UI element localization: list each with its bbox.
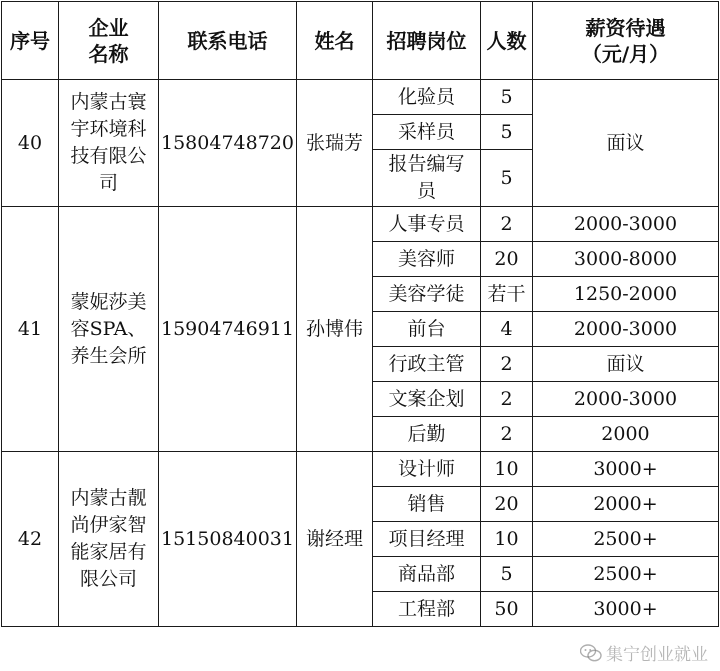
position-title: 化验员 <box>372 80 480 115</box>
company-phone: 15804748720 <box>159 80 297 207</box>
position-title: 采样员 <box>372 115 480 150</box>
header-row <box>2 2 719 80</box>
table-row <box>2 80 719 115</box>
position-headcount: 2 <box>480 207 532 242</box>
position-title: 人事专员 <box>372 207 480 242</box>
company-phone: 15150840031 <box>159 452 297 627</box>
position-title: 行政主管 <box>372 347 480 382</box>
table-row <box>2 207 719 242</box>
position-headcount: 若干 <box>480 277 532 312</box>
watermark-text: 集宁创业就业 <box>606 645 708 665</box>
recruitment-table <box>1 1 719 627</box>
position-headcount: 20 <box>480 487 532 522</box>
position-salary: 2000+ <box>532 487 718 522</box>
position-salary: 2500+ <box>532 557 718 592</box>
company-phone: 15904746911 <box>159 207 297 452</box>
position-title: 文案企划 <box>372 382 480 417</box>
position-headcount: 2 <box>480 417 532 452</box>
company-contact: 孙博伟 <box>296 207 372 452</box>
position-title: 项目经理 <box>372 522 480 557</box>
company-index: 42 <box>2 452 59 627</box>
position-title: 美容学徒 <box>372 277 480 312</box>
position-title: 工程部 <box>372 592 480 627</box>
company-index: 41 <box>2 207 59 452</box>
position-title: 后勤 <box>372 417 480 452</box>
position-salary: 3000-8000 <box>532 242 718 277</box>
company-name: 内蒙古寰 宇环境科 技有限公 司 <box>59 80 159 207</box>
position-salary: 面议 <box>532 347 718 382</box>
position-headcount: 5 <box>480 80 532 115</box>
position-headcount: 2 <box>480 347 532 382</box>
position-salary: 2000-3000 <box>532 312 718 347</box>
header-company: 企业 名称 <box>59 2 159 80</box>
header-headcount: 人数 <box>480 2 532 80</box>
header-salary: 薪资待遇 （元/月） <box>532 2 718 80</box>
company-contact: 张瑞芳 <box>296 80 372 207</box>
table-row <box>2 452 719 487</box>
position-title: 美容师 <box>372 242 480 277</box>
position-title: 报告编写 员 <box>372 150 480 207</box>
position-salary: 1250-2000 <box>532 277 718 312</box>
position-headcount: 5 <box>480 557 532 592</box>
header-phone: 联系电话 <box>159 2 297 80</box>
position-headcount: 50 <box>480 592 532 627</box>
position-title: 销售 <box>372 487 480 522</box>
position-headcount: 10 <box>480 522 532 557</box>
position-salary: 2000 <box>532 417 718 452</box>
position-headcount: 20 <box>480 242 532 277</box>
company-index: 40 <box>2 80 59 207</box>
position-title: 商品部 <box>372 557 480 592</box>
position-salary: 3000+ <box>532 452 718 487</box>
watermark <box>580 640 708 665</box>
position-headcount: 5 <box>480 150 532 207</box>
company-name: 蒙妮莎美 容SPA、 养生会所 <box>59 207 159 452</box>
position-headcount: 4 <box>480 312 532 347</box>
position-title: 设计师 <box>372 452 480 487</box>
position-salary: 2500+ <box>532 522 718 557</box>
header-position: 招聘岗位 <box>372 2 480 80</box>
position-salary: 2000-3000 <box>532 207 718 242</box>
header-contact: 姓名 <box>296 2 372 80</box>
position-title: 前台 <box>372 312 480 347</box>
header-index: 序号 <box>2 2 59 80</box>
position-salary: 面议 <box>532 80 718 207</box>
wechat-icon <box>580 644 602 662</box>
position-headcount: 2 <box>480 382 532 417</box>
company-contact: 谢经理 <box>296 452 372 627</box>
position-salary: 2000-3000 <box>532 382 718 417</box>
position-salary: 3000+ <box>532 592 718 627</box>
position-headcount: 5 <box>480 115 532 150</box>
position-headcount: 10 <box>480 452 532 487</box>
company-name: 内蒙古靓 尚伊家智 能家居有 限公司 <box>59 452 159 627</box>
